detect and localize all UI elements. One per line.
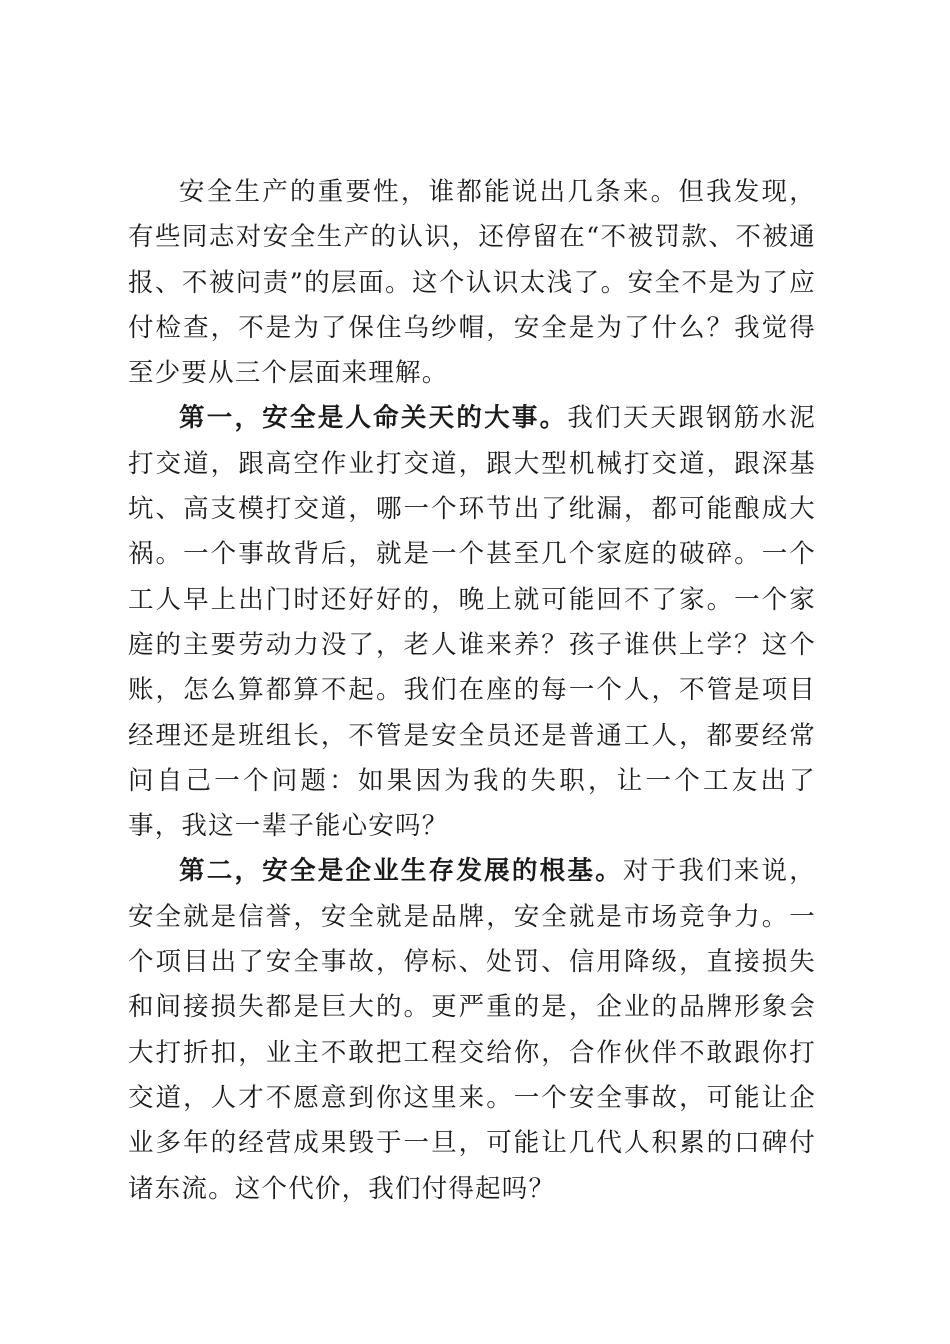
paragraph-lead-heading: 第一，安全是人命关天的大事。 [179, 403, 568, 434]
paragraph-second-point [128, 849, 816, 1211]
paragraph-lead-heading: 第二，安全是企业生存发展的根基。 [179, 856, 623, 887]
paragraph-text: 对于我们来说，安全就是信誉，安全就是品牌，安全就是市场竞争力。一个项目出了安全事故，停标、处罚、信用降级，直接损失和间接损失都是巨大的。更严重的是，企业的品牌形象会大打折扣，业主不敢把工程交给你，合作伙伴不敢跟你打交道，人才不愿意到你这里来。一个安全事故，可能让企业多年的经营成果毁于一旦，可能让几代人积累的口碑付诸东流。这个代价，我们付得起吗？ [128, 856, 817, 1204]
paragraph-text: 安全生产的重要性，谁都能说出几条来。但我发现，有些同志对安全生产的认识，还停留在“不被罚款、不被通报、不被问责”的层面。这个认识太浅了。安全不是为了应付检查，不是为了保住乌纱帽，安全是为了什么？我觉得至少要从三个层面来理解。 [128, 177, 816, 389]
paragraph-text: 我们天天跟钢筋水泥打交道，跟高空作业打交道，跟大型机械打交道，跟深基坑、高支模打交道，哪一个环节出了纰漏，都可能酿成大祸。一个事故背后，就是一个甚至几个家庭的破碎。一个工人早上出门时还好好的，晚上就可能回不了家。一个家庭的主要劳动力没了，老人谁来养？孩子谁供上学？这个账，怎么算都算不起。我们在座的每一个人，不管是项目经理还是班组长，不管是安全员还是普通工人，都要经常问自己一个问题：如果因为我的失职，让一个工友出了事，我这一辈子能心安吗？ [128, 403, 816, 842]
paragraph-first-point [128, 396, 816, 849]
document-body [128, 170, 816, 1212]
paragraph-intro [128, 170, 816, 396]
